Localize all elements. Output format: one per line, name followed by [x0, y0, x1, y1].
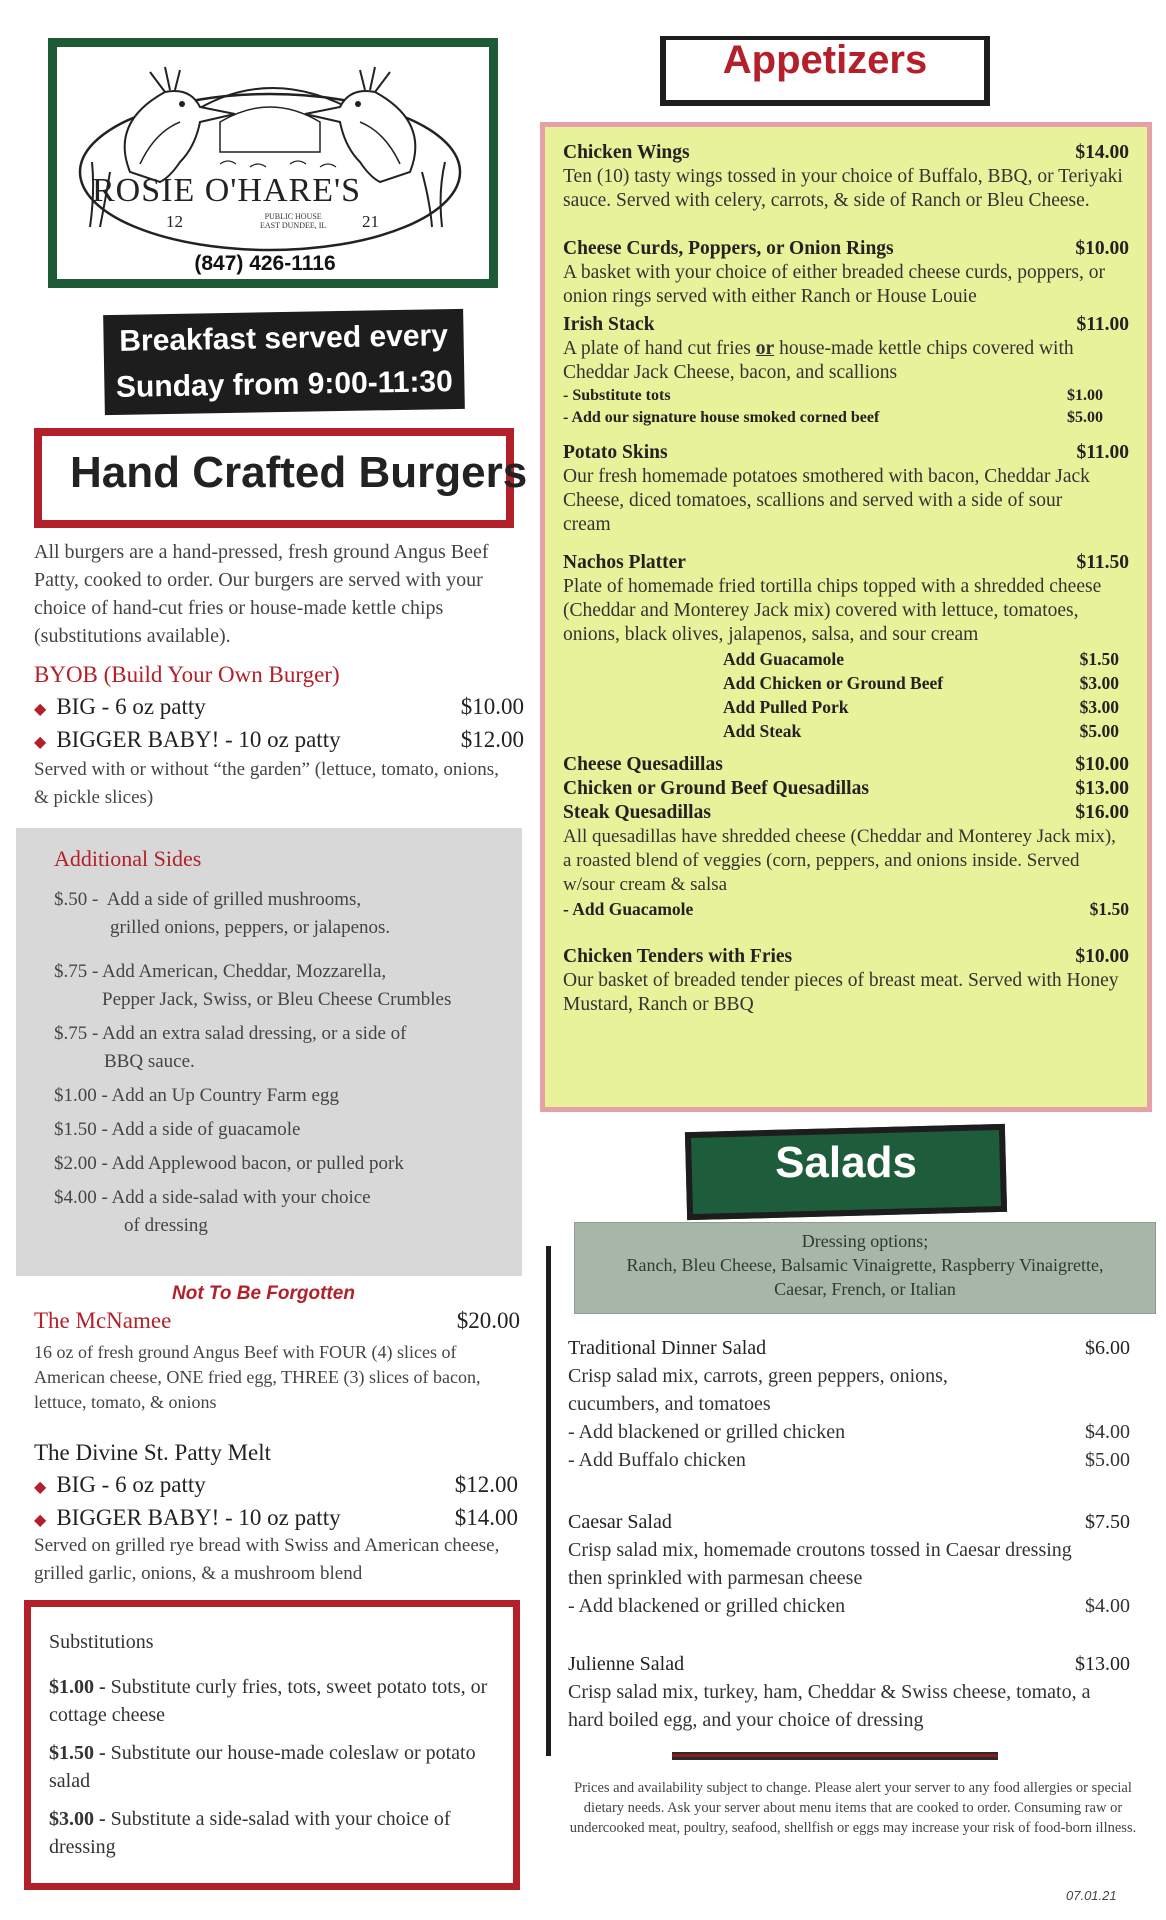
byob-option [34, 725, 524, 758]
salad-name: Julienne Salad [568, 1653, 685, 1675]
side-text: Add a side of grilled mushrooms, [106, 889, 362, 910]
salad-desc: Crisp salad mix, homemade croutons tossed in Caesar dressing then sprinkled with parmesan cheese [568, 1539, 1072, 1589]
addon-label: Add Guacamole [723, 649, 845, 669]
salad-addon-label: - Add blackened or grilled chicken [568, 1595, 846, 1617]
side-price: $1.50 - [54, 1119, 108, 1140]
logo-year-left: 12 [166, 212, 183, 231]
nachos-addons [563, 647, 1129, 743]
appetizer-header [563, 313, 1129, 337]
appetizer-addon [723, 695, 1119, 719]
salad-header [568, 1650, 1130, 1678]
melt-option-price: $12.00 [454, 1472, 518, 1497]
appetizer-item [563, 141, 1129, 213]
appetizer-price: $13.00 [1075, 778, 1129, 799]
side-item [54, 1184, 514, 1240]
appetizer-desc: A basket with your choice of either breaded cheese curds, poppers, or onion rings served with either Ranch or House Louie [563, 262, 1106, 307]
sub-text: Substitute our house-made coleslaw or potato salad [49, 1742, 476, 1792]
salads-list [568, 1334, 1130, 1734]
addon-price: $5.00 [1067, 409, 1103, 426]
appetizer-name: Irish Stack [563, 314, 655, 335]
substitutions-box [24, 1600, 520, 1890]
breakfast-line1: Breakfast served every [119, 319, 449, 358]
appetizer-price: $16.00 [1075, 802, 1129, 823]
melt-option-label: BIGGER BABY! - 10 oz patty [56, 1505, 341, 1530]
appetizer-header [563, 777, 1129, 801]
appetizer-addon [723, 719, 1119, 743]
forgotten-heading: Not To Be Forgotten [172, 1283, 355, 1304]
salad-addon-price: $5.00 [1085, 1449, 1130, 1471]
salad-header [568, 1334, 1130, 1362]
dressing-heading: Dressing options; [801, 1231, 929, 1251]
burger-bullet-icon: ◆ [34, 1479, 47, 1496]
melt-option [34, 1470, 518, 1503]
salad-desc: Crisp salad mix, carrots, green peppers, onions, cucumbers, and tomatoes [568, 1365, 948, 1415]
appetizer-desc: Ten (10) tasty wings tossed in your choice of Buffalo, BBQ, or Teriyaki sauce. Served with celery, carrots, & side of Ranch or Bleu Cheese. [563, 166, 1123, 211]
byob-option-label: BIG - 6 oz patty [56, 694, 206, 719]
appetizer-name: Nachos Platter [563, 552, 686, 573]
appetizer-price: $10.00 [1075, 754, 1129, 775]
melt-option-price: $14.00 [454, 1505, 518, 1530]
logo-subtitle-line1: PUBLIC HOUSE [264, 212, 322, 221]
addon-label: Add Chicken or Ground Beef [723, 673, 944, 693]
appetizer-header [563, 753, 1129, 777]
appetizer-item [563, 441, 1129, 537]
appetizer-desc-part: A plate of hand cut fries [563, 338, 756, 359]
side-price: $.75 - [54, 1023, 99, 1044]
side-text-cont: Pepper Jack, Swiss, or Bleu Cheese Crumbles [102, 989, 452, 1010]
side-item [54, 1020, 514, 1076]
addon-label: Add Steak [723, 721, 802, 741]
salad-header [568, 1508, 1130, 1536]
appetizer-addon [563, 385, 1129, 407]
side-price: $1.00 - [54, 1085, 108, 1106]
burger-bullet-icon: ◆ [34, 734, 47, 751]
side-text: Add an Up Country Farm egg [111, 1085, 339, 1106]
appetizer-name: Cheese Quesadillas [563, 754, 723, 775]
mcnamee-row [34, 1308, 520, 1334]
byob-option [34, 692, 524, 725]
phone-number: (847) 426-1116 [194, 252, 336, 275]
appetizer-header [563, 801, 1129, 825]
sub-item [49, 1739, 489, 1795]
side-price: $.50 - [54, 889, 99, 910]
appetizer-desc: Our fresh homemade potatoes smothered with bacon, Cheddar Jack Cheese, diced tomatoes, scallions and served with a side of sour cream [563, 466, 1090, 535]
breakfast-banner [103, 309, 465, 448]
appetizer-desc: All quesadillas have shredded cheese (Cheddar and Monterey Jack mix), a roasted blend of veggies (corn, peppers, and onions inside. Served w/sour cream & salsa [563, 826, 1116, 895]
appetizer-price: $14.00 [1075, 142, 1129, 163]
appetizer-name: Steak Quesadillas [563, 802, 711, 823]
melt-option-label: BIG - 6 oz patty [56, 1472, 206, 1497]
byob-option-price: $12.00 [460, 727, 524, 752]
side-price: $.75 - [54, 961, 99, 982]
sides-title: Additional Sides [54, 846, 202, 871]
salad-addon [568, 1592, 1130, 1620]
appetizer-addon [563, 407, 1129, 429]
appetizer-header [563, 237, 1129, 261]
breakfast-line2: Sunday from 9:00-11:30 am [115, 365, 454, 448]
dressing-list-cont: Caesar, French, or Italian [774, 1279, 956, 1299]
appetizer-item [563, 945, 1129, 1017]
appetizer-name: Chicken Wings [563, 142, 690, 163]
sub-price: $1.50 - [49, 1742, 106, 1764]
appetizers-title: Appetizers [722, 38, 928, 82]
appetizer-item [563, 313, 1129, 429]
salad-item [568, 1508, 1130, 1620]
appetizer-item [563, 237, 1129, 309]
appetizer-price: $10.00 [1075, 946, 1129, 967]
salad-price: $7.50 [1085, 1511, 1130, 1533]
addon-price: $1.00 [1067, 387, 1103, 404]
appetizer-name: Cheese Curds, Poppers, or Onion Rings [563, 238, 894, 259]
salad-addon [568, 1446, 1130, 1474]
appetizer-header [563, 441, 1129, 465]
footer-disclaimer: Prices and availability subject to change. Please alert your server to any food allergies or special dietary needs. Ask your server about menu items that are cooked to order. Consuming raw or undercooked meat, poultry, seafood, shellfish or eggs may increase your risk of food-born illness. [569, 1780, 1137, 1836]
appetizer-desc: Plate of homemade fried tortilla chips topped with a shredded cheese (Cheddar and Monterey Jack mix) covered with lettuce, tomatoes, onions, black olives, jalapenos, salsa, and sour cream [563, 576, 1102, 645]
salad-addon-label: - Add Buffalo chicken [568, 1449, 746, 1471]
sub-price: $1.00 - [49, 1676, 106, 1698]
melt-name: The Divine St. Patty Melt [34, 1440, 272, 1465]
appetizer-item [563, 551, 1129, 743]
burger-bullet-icon: ◆ [34, 701, 47, 718]
appetizer-desc-part: house-made kettle chips covered with Cheddar Jack Cheese, bacon, and scallions [563, 338, 1074, 383]
logo-subtitle [260, 212, 326, 230]
appetizer-addon [723, 671, 1119, 695]
side-text-cont: grilled onions, peppers, or jalapenos. [110, 917, 391, 938]
salad-price: $13.00 [1075, 1653, 1130, 1675]
addon-price: $3.00 [1079, 697, 1119, 717]
appetizer-header [563, 141, 1129, 165]
appetizer-price: $11.00 [1076, 314, 1129, 335]
appetizer-price: $11.50 [1076, 552, 1129, 573]
footer-separator-accent [672, 1754, 998, 1757]
logo-brand-name: ROSIE O'HARE'S [92, 172, 361, 209]
logo [70, 52, 472, 262]
menu-date: 07.01.21 [1066, 1888, 1117, 1903]
byob-note: Served with or without “the garden” (lettuce, tomato, onions, & pickle slices) [34, 759, 499, 808]
addon-price: $5.00 [1079, 721, 1119, 741]
appetizers-list [563, 141, 1129, 1017]
appetizer-desc-or: or [755, 338, 775, 359]
mcnamee-price: $20.00 [456, 1308, 520, 1333]
sub-item [49, 1673, 489, 1729]
salad-addon-price: $4.00 [1085, 1421, 1130, 1443]
appetizer-price: $10.00 [1075, 238, 1129, 259]
salads-divider [546, 1246, 551, 1756]
appetizer-item [563, 753, 1129, 921]
salad-item [568, 1334, 1130, 1474]
appetizer-header [563, 551, 1129, 575]
burger-bullet-icon: ◆ [34, 1512, 47, 1529]
salad-addon-label: - Add blackened or grilled chicken [568, 1421, 846, 1443]
salads-title: Salads [775, 1138, 917, 1187]
side-text-cont: BBQ sauce. [104, 1051, 195, 1072]
side-text: Add Applewood bacon, or pulled pork [111, 1153, 404, 1174]
byob-option-price: $10.00 [460, 694, 524, 719]
appetizer-desc [563, 337, 1129, 385]
additional-sides-panel [16, 828, 522, 1276]
byob-option-label: BIGGER BABY! - 10 oz patty [56, 727, 341, 752]
burgers-title: Hand Crafted Burgers [70, 448, 528, 497]
side-item [54, 1116, 514, 1144]
side-item [54, 1150, 514, 1178]
salad-price: $6.00 [1085, 1337, 1130, 1359]
appetizers-panel [540, 122, 1152, 1112]
addon-price: $1.50 [1089, 899, 1129, 919]
dressing-options [574, 1222, 1156, 1314]
salad-name: Traditional Dinner Salad [568, 1337, 767, 1359]
appetizer-name: Potato Skins [563, 442, 668, 463]
side-text-cont: of dressing [124, 1215, 208, 1236]
logo-year-right: 21 [362, 212, 379, 231]
mcnamee-name: The McNamee [34, 1308, 172, 1333]
side-text: Add an extra salad dressing, or a side of [102, 1023, 407, 1044]
side-text: Add a side of guacamole [111, 1119, 301, 1140]
subs-list [49, 1673, 489, 1861]
side-item [54, 958, 514, 1014]
side-price: $2.00 - [54, 1153, 108, 1174]
side-item [54, 886, 514, 942]
addon-price: $1.50 [1079, 649, 1119, 669]
appetizer-header [563, 945, 1129, 969]
sub-text: Substitute a side-salad with your choice of dressing [49, 1808, 451, 1858]
sub-price: $3.00 - [49, 1808, 106, 1830]
appetizer-name: Chicken or Ground Beef Quesadillas [563, 778, 869, 799]
byob-options [34, 692, 524, 758]
salad-desc: Crisp salad mix, turkey, ham, Cheddar & Swiss cheese, tomato, a hard boiled egg, and your choice of dressing [568, 1681, 1091, 1731]
appetizer-addon [563, 897, 1129, 921]
sub-text: Substitute curly fries, tots, sweet potato tots, or cottage cheese [49, 1676, 488, 1726]
addon-label: - Add Guacamole [563, 899, 694, 919]
side-text: Add a side-salad with your choice [111, 1187, 371, 1208]
salad-addon-price: $4.00 [1085, 1595, 1130, 1617]
addon-price: $3.00 [1079, 673, 1119, 693]
subs-title: Substitutions [49, 1631, 154, 1653]
salad-name: Caesar Salad [568, 1511, 672, 1533]
appetizer-desc: Our basket of breaded tender pieces of breast meat. Served with Honey Mustard, Ranch or BBQ [563, 970, 1119, 1015]
side-price: $4.00 - [54, 1187, 108, 1208]
logo-subtitle-line2: EAST DUNDEE, IL [260, 221, 327, 230]
sides-list [54, 886, 514, 1240]
appetizer-name: Chicken Tenders with Fries [563, 946, 793, 967]
sub-item [49, 1805, 489, 1861]
burgers-intro: All burgers are a hand-pressed, fresh ground Angus Beef Patty, cooked to order. Our burgers are served with your choice of hand-cut fries or house-made kettle chips (substitutions available). [34, 541, 489, 647]
side-text: Add American, Cheddar, Mozzarella, [102, 961, 387, 982]
salad-addon [568, 1418, 1130, 1446]
addon-label: - Add our signature house smoked corned beef [563, 409, 880, 426]
salad-item [568, 1650, 1130, 1734]
addon-label: Add Pulled Pork [723, 697, 849, 717]
melt-desc: Served on grilled rye bread with Swiss and American cheese, grilled garlic, onions, & a mushroom blend [34, 1535, 500, 1584]
dressing-list: Ranch, Bleu Cheese, Balsamic Vinaigrette, Raspberry Vinaigrette, [626, 1255, 1104, 1275]
mcnamee-desc: 16 oz of fresh ground Angus Beef with FOUR (4) slices of American cheese, ONE fried egg, THREE (3) slices of bacon, lettuce, tomato, & onions [34, 1342, 481, 1412]
addon-label: - Substitute tots [563, 387, 671, 404]
appetizer-price: $11.00 [1076, 442, 1129, 463]
byob-title: BYOB (Build Your Own Burger) [34, 662, 340, 687]
appetizer-addon [723, 647, 1119, 671]
side-item [54, 1082, 514, 1110]
melt-options [34, 1470, 518, 1536]
